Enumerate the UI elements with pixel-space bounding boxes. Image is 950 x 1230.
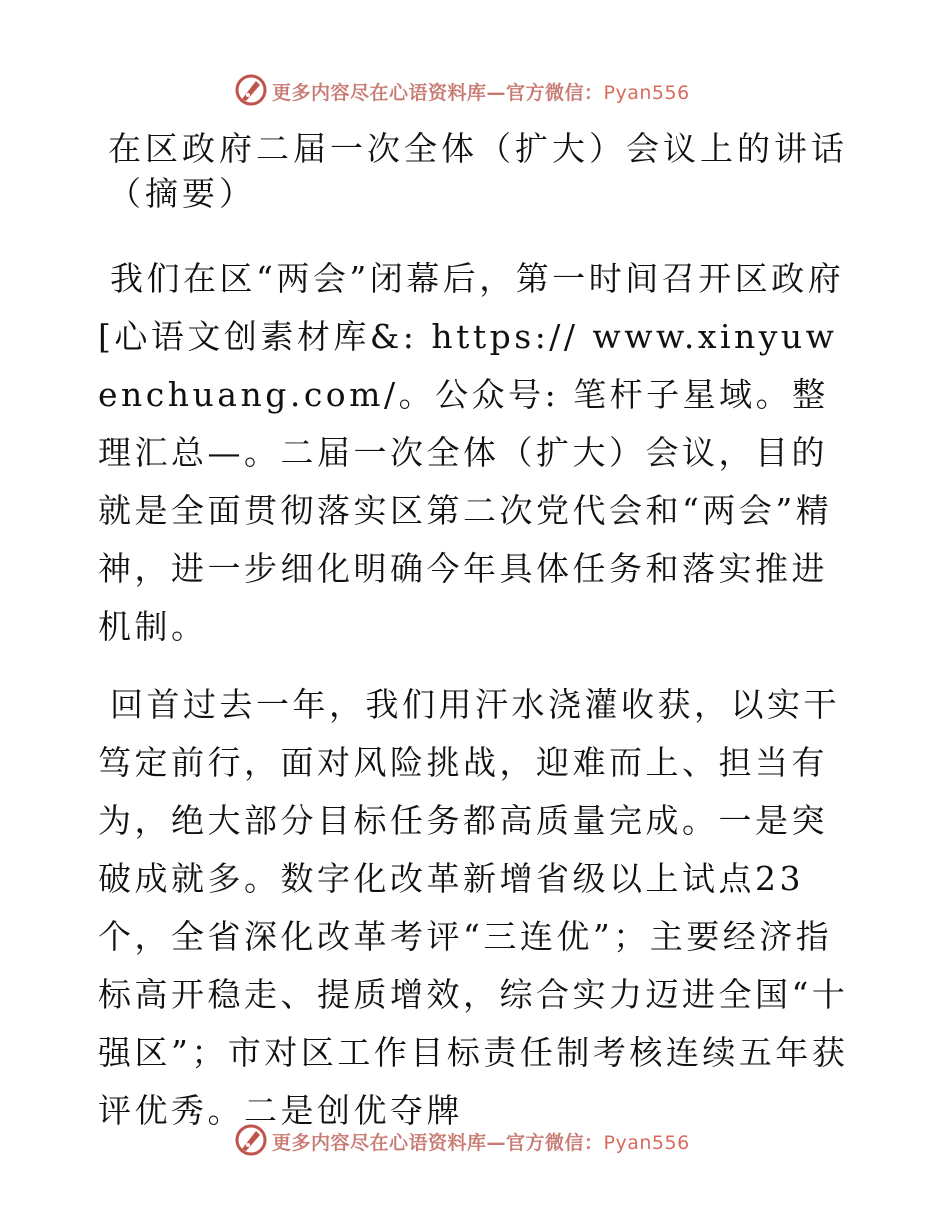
body-paragraph-1: 我们在区“两会”闭幕后，第一时间召开区政府[心语文创素材库&: https:// www.xinyuwenchuang.com/。公众号: 笔杆子星域。整理汇总—。二届一次全体（扩大）会议，目的就是全面贯彻落实区第二次党代会和“两会”精神，进一步细化明确今年具体任务和落实推进机制。 bbox=[98, 259, 845, 646]
watermark-official: 官方微信： bbox=[506, 1132, 604, 1154]
document-title: 在区政府二届一次全体（扩大）会议上的讲话（摘要） bbox=[108, 129, 848, 213]
pen-nib-circle-icon bbox=[234, 73, 268, 107]
pen-nib-circle-icon bbox=[234, 1123, 268, 1157]
watermark-brand: 更多内容尽在心语资料库 bbox=[272, 82, 487, 104]
body-paragraph-2: 回首过去一年，我们用汗水浇灌收获，以实干笃定前行，面对风险挑战，迎难而上、担当有为，绝大部分目标任务都高质量完成。一是突破成就多。数字化改革新增省级以上试点23个，全省深化改革考评“三连优”；主要经济指标高开稳走、提质增效，综合实力迈进全国“十强区”；市对区工作目标责任制考核连续五年获评优秀。二是创优夺牌 bbox=[98, 685, 849, 1130]
watermark-brand: 更多内容尽在心语资料库 bbox=[272, 1132, 487, 1154]
watermark-banner-bottom bbox=[0, 1120, 950, 1160]
watermark-official: 官方微信： bbox=[506, 82, 604, 104]
watermark-dash: — bbox=[486, 1132, 507, 1154]
watermark-wechat-id: Pyan556 bbox=[603, 82, 690, 104]
watermark-wechat-id: Pyan556 bbox=[603, 1132, 690, 1154]
watermark-banner-top bbox=[0, 70, 950, 110]
watermark-text bbox=[272, 78, 690, 105]
watermark-text bbox=[272, 1128, 690, 1155]
watermark-dash: — bbox=[486, 82, 507, 104]
